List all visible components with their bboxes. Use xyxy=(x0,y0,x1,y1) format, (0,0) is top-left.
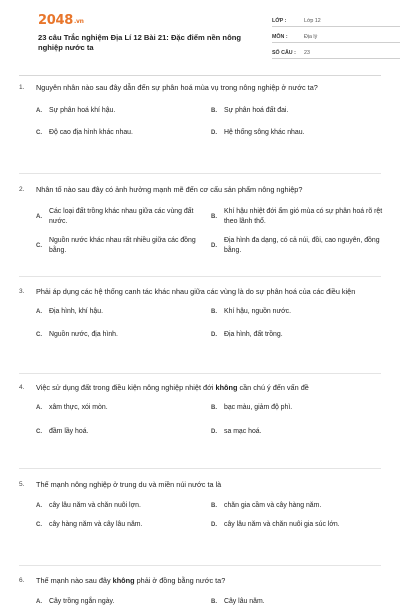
answer-options xyxy=(36,207,381,256)
option-text: Địa hình, đất trồng. xyxy=(224,331,283,338)
question-item xyxy=(19,81,381,174)
answer-options xyxy=(36,597,381,607)
page-header xyxy=(19,0,381,70)
meta-label: LỚP : xyxy=(272,18,287,24)
option-letter: D. xyxy=(211,332,217,338)
question-text: Thế mạnh nông nghiệp ở trung du và miền núi nước ta là xyxy=(36,480,222,489)
question-text-emphasis: không xyxy=(215,383,238,392)
option-text: Cây trồng ngắn ngày. xyxy=(49,598,115,605)
question-stem xyxy=(19,174,381,195)
question-stem xyxy=(19,566,381,586)
option-letter: D. xyxy=(211,243,217,249)
option-letter: A. xyxy=(36,309,42,315)
option-letter: A. xyxy=(36,214,42,220)
question-stem xyxy=(19,374,381,393)
document-title: 23 câu Trắc nghiệm Địa Lí 12 Bài 21: Đặc điểm nền nông nghiệp nước ta xyxy=(38,33,241,52)
question-item xyxy=(19,174,381,277)
question-text: Nguyên nhân nào sau đây dẫn đến sự phân hoá mùa vụ trong nông nghiệp ở nước ta? xyxy=(36,83,318,92)
question-item xyxy=(19,469,381,566)
question-item xyxy=(19,566,381,607)
logo-text: 2048 xyxy=(38,13,73,28)
answer-option-a[interactable] xyxy=(36,307,209,317)
answer-options xyxy=(36,501,381,530)
question-text xyxy=(36,382,381,393)
meta-label: SỐ CÂU : xyxy=(272,50,296,56)
question-number: 5. xyxy=(19,481,25,488)
option-letter: C. xyxy=(36,243,42,249)
answer-options xyxy=(36,403,381,437)
question-text xyxy=(36,575,381,586)
answer-option-d[interactable] xyxy=(211,236,384,256)
option-letter: B. xyxy=(211,405,217,411)
option-letter: B. xyxy=(211,108,217,114)
option-letter: C. xyxy=(36,522,42,528)
question-number: 3. xyxy=(19,288,25,295)
option-text: Địa hình, khí hậu. xyxy=(49,308,104,315)
option-letter: D. xyxy=(211,429,217,435)
answer-options xyxy=(36,307,381,340)
answer-option-d[interactable] xyxy=(211,330,384,340)
option-text: xâm thực, xói mòn. xyxy=(49,404,108,411)
question-stem xyxy=(19,469,381,490)
logo-suffix: .vn xyxy=(73,18,84,25)
option-letter: C. xyxy=(36,130,42,136)
answer-option-a[interactable] xyxy=(36,403,209,413)
option-letter: C. xyxy=(36,429,42,435)
question-number: 4. xyxy=(19,384,25,391)
option-letter: D. xyxy=(211,130,217,136)
question-text-part: cần chú ý đến vấn đề xyxy=(237,383,309,392)
answer-option-c[interactable] xyxy=(36,236,209,256)
site-logo[interactable] xyxy=(38,13,84,28)
question-list xyxy=(19,81,381,607)
option-letter: B. xyxy=(211,599,217,605)
answer-option-c[interactable] xyxy=(36,330,209,340)
option-text: Khí hậu, nguồn nước. xyxy=(224,308,291,315)
answer-options xyxy=(36,106,381,138)
answer-option-d[interactable] xyxy=(211,520,384,530)
answer-option-a[interactable] xyxy=(36,597,209,607)
header-divider xyxy=(19,75,381,76)
option-letter: A. xyxy=(36,108,42,114)
answer-option-b[interactable] xyxy=(211,403,384,413)
option-text: Sự phân hoá khí hậu. xyxy=(49,107,116,114)
answer-option-b[interactable] xyxy=(211,597,384,607)
meta-value: Lớp 12 xyxy=(304,18,321,24)
option-text: chăn gia cầm và cây hàng năm. xyxy=(224,502,322,509)
option-text: Nguồn nước, địa hình. xyxy=(49,331,118,338)
option-letter: B. xyxy=(211,214,217,220)
question-text-part: Thế mạnh nào sau đây xyxy=(36,576,113,585)
meta-row-question-count xyxy=(272,45,400,59)
question-text: Nhân tố nào sau đây có ảnh hưởng mạnh mẽ đến cơ cấu sản phẩm nông nghiệp? xyxy=(36,185,303,194)
option-text: Độ cao địa hình khác nhau. xyxy=(49,129,133,136)
answer-option-b[interactable] xyxy=(211,207,384,227)
answer-option-a[interactable] xyxy=(36,207,209,227)
option-letter: C. xyxy=(36,332,42,338)
answer-option-b[interactable] xyxy=(211,106,384,116)
option-letter: A. xyxy=(36,503,42,509)
option-letter: A. xyxy=(36,405,42,411)
option-text: Nguồn nước khác nhau rất nhiều giữa các đồng bằng. xyxy=(49,237,196,254)
option-text: cây lâu năm và chăn nuôi gia súc lớn. xyxy=(224,521,340,528)
option-text: cây lâu năm và chăn nuôi lợn. xyxy=(49,502,141,509)
option-letter: B. xyxy=(211,309,217,315)
question-number: 6. xyxy=(19,577,25,584)
document-meta xyxy=(272,13,400,61)
answer-option-d[interactable] xyxy=(211,128,384,138)
answer-option-c[interactable] xyxy=(36,128,209,138)
option-text: cây hàng năm và cây lâu năm. xyxy=(49,521,143,528)
question-item xyxy=(19,277,381,374)
question-stem xyxy=(19,81,381,93)
option-text: Khí hậu nhiệt đới ẩm gió mùa có sự phân hoá rõ rệt theo lãnh thổ. xyxy=(224,208,383,225)
answer-option-c[interactable] xyxy=(36,427,209,437)
option-letter: A. xyxy=(36,599,42,605)
answer-option-b[interactable] xyxy=(211,307,384,317)
option-text: Các loại đất trồng khác nhau giữa các vùng đất nước. xyxy=(49,208,194,225)
option-text: sa mạc hoá. xyxy=(224,428,262,435)
answer-option-d[interactable] xyxy=(211,427,384,437)
option-text: Địa hình đa dạng, có cả núi, đồi, cao nguyên, đồng bằng. xyxy=(224,237,380,254)
question-number: 1. xyxy=(19,84,25,91)
option-letter: B. xyxy=(211,503,217,509)
meta-value: Địa lý xyxy=(304,34,318,40)
answer-option-a[interactable] xyxy=(36,501,209,511)
meta-row-subject xyxy=(272,29,400,43)
question-text-part: Việc sử dụng đất trong điều kiện nông nghiệp nhiệt đới xyxy=(36,383,216,392)
option-text: Cây lâu năm. xyxy=(224,598,265,605)
option-text: bạc màu, giảm độ phì. xyxy=(224,404,293,411)
question-stem xyxy=(19,277,381,297)
question-text-part: phải ở đồng bằng nước ta? xyxy=(134,576,226,585)
option-text: đầm lầy hoá. xyxy=(49,428,89,435)
question-text: Phải áp dụng các hệ thống canh tác khác nhau giữa các vùng là do sự phân hoá của các điều kiện xyxy=(36,287,356,296)
answer-option-c[interactable] xyxy=(36,520,209,530)
meta-value: 23 xyxy=(304,50,310,56)
option-text: Hệ thống sông khác nhau. xyxy=(224,129,305,136)
meta-label: MÔN : xyxy=(272,34,288,40)
option-text: Sự phân hoá đất đai. xyxy=(224,107,289,114)
option-letter: D. xyxy=(211,522,217,528)
answer-option-b[interactable] xyxy=(211,501,384,511)
question-item xyxy=(19,374,381,469)
meta-row-class xyxy=(272,13,400,27)
answer-option-a[interactable] xyxy=(36,106,209,116)
question-number: 2. xyxy=(19,186,25,193)
question-text-emphasis: không xyxy=(112,576,135,585)
